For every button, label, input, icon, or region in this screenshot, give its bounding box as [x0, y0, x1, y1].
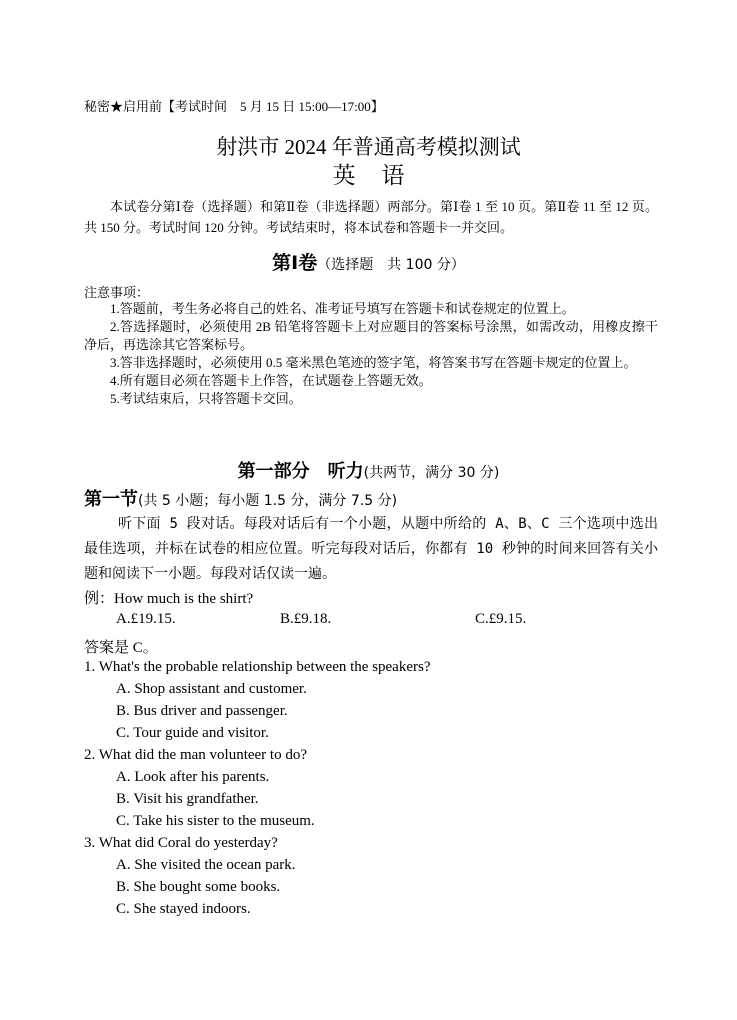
question-2-stem: 2. What did the man volunteer to do?	[84, 747, 308, 763]
exam-secret-header: 秘密★启用前【考试时间 5 月 15 日 15:00—17:00】	[84, 99, 384, 114]
question-3-option-a: A. She visited the ocean park.	[116, 857, 296, 873]
example-option-b: B.£9.18.	[280, 611, 332, 627]
notice-item: 4.所有题目必须在答题卡上作答，在试题卷上答题无效。	[110, 373, 432, 388]
notice-item: 3.答非选择题时，必须使用 0.5 毫米黑色笔迹的签字笔，将答案书写在答题卡规定的位置上。	[110, 355, 637, 370]
example-answer: 答案是 C。	[84, 640, 158, 656]
question-1-stem: 1. What's the probable relationship between the speakers?	[84, 659, 431, 675]
notice-heading: 注意事项：	[84, 286, 150, 301]
question-1-option-b: B. Bus driver and passenger.	[116, 703, 288, 719]
question-2-option-a: A. Look after his parents.	[116, 769, 270, 785]
question-3-option-c: C. She stayed indoors.	[116, 901, 251, 917]
part-note: (共两节，满分 30 分)	[363, 465, 500, 481]
example-option-c: C.£9.15.	[475, 611, 527, 627]
notice-item: 1.答题前，考生务必将自己的姓名、准考证号填写在答题卡和试卷规定的位置上。	[110, 301, 575, 316]
question-2-option-b: B. Visit his grandfather.	[116, 791, 259, 807]
example-option-a: A.£19.15.	[116, 611, 176, 627]
question-3-stem: 3. What did Coral do yesterday?	[84, 835, 278, 851]
volume-note: （选择题 共 100 分）	[317, 257, 465, 273]
volume-title: 第Ⅰ卷	[272, 252, 318, 274]
question-3-option-b: B. She bought some books.	[116, 879, 281, 895]
part-title: 第一部分 听力	[237, 461, 364, 482]
question-1-option-a: A. Shop assistant and customer.	[116, 681, 307, 697]
section-title: 第一节	[84, 489, 138, 510]
question-1-option-c: C. Tour guide and visitor.	[116, 725, 269, 741]
volume-heading	[0, 248, 737, 275]
exam-title: 射洪市 2024 年普通高考模拟测试	[216, 135, 521, 159]
notice-item: 2.答选择题时，必须使用 2B 铅笔将答题卡上对应题目的答案标号涂黑，如需改动，用橡皮擦干净后，再选涂其它答案标号。	[84, 319, 658, 352]
notice-list	[84, 300, 658, 408]
section-heading	[84, 485, 397, 511]
example-question: 例：How much is the shirt?	[84, 591, 254, 607]
section-instructions: 听下面 5 段对话。每段对话后有一个小题，从题中所给的 A、B、C 三个选项中选出最佳选项，并标在试卷的相应位置。听完每段对话后，你都有 10 秒钟的时间来回答有关小题和阅读下一小题。每段对话仅读一遍。	[84, 516, 658, 582]
question-2-option-c: C. Take his sister to the museum.	[116, 813, 315, 829]
part-heading	[0, 457, 737, 483]
exam-subject: 英语	[332, 163, 431, 188]
exam-intro: 本试卷分第Ⅰ卷（选择题）和第Ⅱ卷（非选择题）两部分。第Ⅰ卷 1 至 10 页。第Ⅱ卷 11 至 12 页。共 150 分。考试时间 120 分钟。考试结束时，将本试卷和答题卡一并交回。	[84, 199, 658, 235]
notice-item: 5.考试结束后，只将答题卡交回。	[110, 391, 302, 406]
section-note: (共 5 小题；每小题 1.5 分，满分 7.5 分)	[138, 493, 398, 509]
